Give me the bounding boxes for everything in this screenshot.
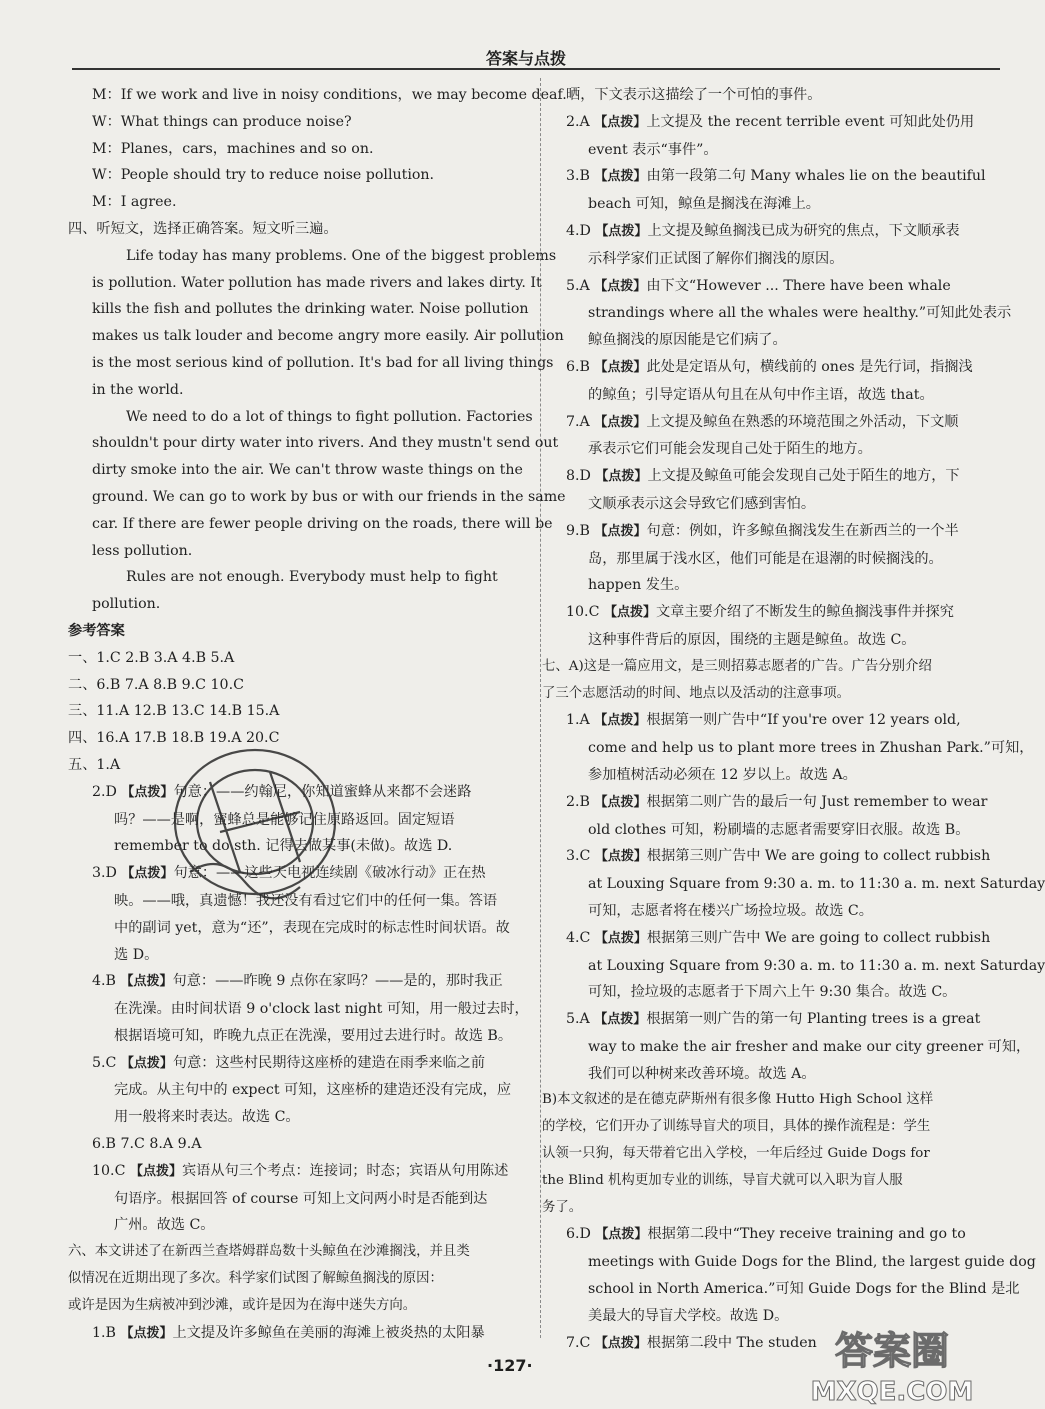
dialogue-line: M：If we work and live in noisy conditions，we may become deaf. [92,87,567,103]
answer-number: 5.C [92,1054,121,1071]
section6-item-line [566,163,994,191]
answer-number: 5.A [566,1011,595,1028]
section7b-item-line: meetings with Guide Dogs for the Blind, the largest guide dog [588,1254,1036,1271]
hint-tag: 【点拨】 [120,1055,173,1071]
answer-row: 五、1.A [68,756,121,773]
answer-number: 6.B [566,358,595,375]
hint-tag: 【点拨】 [594,794,647,810]
section-intro-line: 认领一只狗，每天带着它出入学校，一年后经过 Guide Dogs for [542,1146,930,1162]
answers-title: 参考答案 [68,622,125,639]
answer-number: 4.B [92,973,121,990]
hint-tag: 【点拨】 [594,169,647,185]
section7b-item-line [566,1221,994,1249]
passage-line: is the most serious kind of pollution. It's bad for all living things [92,354,554,371]
section5-item-line: remember to do sth. 记得去做某事(未做)。故选 D. [114,838,453,855]
answer-row: 三、11.A 12.B 13.C 14.B 15.A [68,703,280,720]
answer-row: 四、16.A 17.B 18.B 19.A 20.C [68,730,280,747]
answer-number: 2.B [566,793,595,810]
passage-line: less pollution. [92,542,193,559]
hint-tag: 【点拨】 [594,359,647,375]
hint-text: 句意：——昨晚 9 点你在家吗？——是的，那时我正 [172,973,503,990]
answer-number: 9.B [566,522,595,539]
section7a-item-line: 参加植树活动必须在 12 岁以上。故选 A。 [588,766,857,783]
section-intro-line: 似情况在近期出现了多次。科学家们试图了解鲸鱼搁浅的原因： [68,1271,443,1287]
section5-item-line [92,1158,522,1186]
section7a-item-line [566,1006,994,1034]
hint-text: 宾语从句三个考点：连接词；时态；宾语从句用陈述 [181,1162,509,1179]
hint-tag: 【点拨】 [595,1227,648,1243]
answer-number: 3.C [566,848,595,865]
section5-item-line: 句语序。根据回答 of course 可知上文问两小时是否能到达 [114,1190,488,1207]
section6-item-line [566,218,994,246]
section6-item-line [566,599,994,627]
section6-item-line: 示科学家们正试图了解你们搁浅的原因。 [588,250,844,267]
section-intro-line: 的学校，它们开办了训练导盲犬的项目，具体的操作流程是：学生 [542,1119,931,1135]
section7a-item-line: at Louxing Square from 9:30 a. m. to 11:30 a. m. next Saturday [588,957,1045,974]
hint-tag: 【点拨】 [594,523,647,539]
answer-number: 10.C [92,1162,130,1179]
section-intro-line: 或许是因为生病被冲到沙滩，或许是因为在海中迷失方向。 [68,1297,417,1313]
hint-text: 上文提及 the recent terrible event 可知此处仍用 [646,113,975,130]
answer-number: 10.C [566,604,604,621]
passage-line: ground. We can go to work by bus or with our friends in the same [92,488,566,505]
section7a-item-line: way to make the air fresher and make our city greener 可知， [588,1038,1031,1055]
hint-text: 由下文“However ... There have been whale [646,277,951,294]
section5-item-line [92,968,522,996]
handwritten-stamp [150,722,360,922]
dialogue-line: M：Planes，cars，machines and so on. [92,140,374,157]
section5-item-line: 根据语境可知，昨晚九点正在洗澡，要用过去进行时。故选 B。 [114,1027,513,1044]
hint-text: 上文提及许多鲸鱼在美丽的海滩上被炎热的太阳暴 [172,1324,485,1341]
section7a-item-line: 可知，捡垃圾的志愿者于下周六上午 9:30 集合。故选 C。 [588,984,957,1001]
hint-tag: 【点拨】 [121,866,174,882]
hint-tag: 【点拨】 [603,605,656,621]
answer-number: 8.D [566,468,596,485]
answer-row: 6.B 7.C 8.A 9.A [92,1136,202,1153]
section5-item-line: 吗？——是啊，蜜蜂总是能够记住原路返回。固定短语 [114,811,455,828]
passage-line: pollution. [92,596,161,613]
stamp-ring [175,750,335,894]
section6-item-line: event 表示“事件”。 [588,141,718,158]
answer-number: 1.B [92,1324,121,1341]
section6-item-line: happen 发生。 [588,577,689,594]
passage-line: kills the fish and pollutes the drinking water. Noise pollution [92,301,529,318]
section7b-item-line: school in North America.”可知 Guide Dogs for the Blind 是北 [588,1281,1020,1298]
section7a-item-line [566,707,994,735]
hint-text: 上文提及鲸鱼搁浅已成为研究的焦点，下文顺承表 [647,222,960,239]
hint-text: 根据第一则广告中“If you're over 12 years old, [646,712,961,729]
hint-tag: 【点拨】 [594,713,647,729]
section7a-item-line [566,843,994,871]
section7a-item-line: at Louxing Square from 9:30 a. m. to 11:30 a. m. next Saturday [588,876,1045,893]
section6-item-line [566,463,994,491]
section-intro-line: B)本文叙述的是在德克萨斯州有很多像 Hutto High School 这样 [542,1092,934,1108]
dialogue-line: W：People should try to reduce noise pollution. [92,167,435,184]
answer-number: 2.D [92,783,122,800]
hint-text: 根据第三则广告中 We are going to collect rubbish [646,848,991,865]
section6-item-line: 这种事件背后的原因，围绕的主题是鲸鱼。故选 C。 [588,631,916,648]
svg-text:答案圈: 答案圈 [834,1329,950,1373]
hint-tag: 【点拨】 [594,1012,647,1028]
section7a-item-line: come and help us to plant more trees in Zhushan Park.”可知， [588,740,1034,757]
site-watermark [790,1322,995,1407]
section6-item-line [92,1320,522,1348]
section5-item-line: 选 D。 [114,946,159,963]
hint-text: 此处是定语从句，横线前的 ones 是先行词，指搁浅 [646,358,973,375]
section-intro-line: the Blind 机构更加专业的训练，导盲犬就可以入职为盲人服 [542,1172,903,1188]
answer-number: 2.A [566,113,595,130]
answer-row: 二、6.B 7.A 8.B 9.C 10.C [68,676,244,693]
section7a-item-line: old clothes 可知，粉刷墙的志愿者需要穿旧衣服。故选 B。 [588,821,970,838]
hint-text: 句意：例如，许多鲸鱼搁浅发生在新西兰的一个半 [646,522,959,539]
passage-line: in the world. [92,381,184,398]
hint-text: 根据第二则广告的最后一句 Just remember to wear [646,793,988,810]
section6-item-line: strandings where all the whales were healthy.”可知此处表示 [588,305,1012,322]
passage-line: shouldn't pour dirty water into rivers. And they mustn't send out [92,435,559,452]
hint-tag: 【点拨】 [129,1163,182,1179]
passage-line: Rules are not enough. Everybody must help to fight [126,569,498,586]
hint-tag: 【点拨】 [594,414,647,430]
passage-line: car. If there are fewer people driving on the roads, there will be [92,515,553,532]
hint-text: 文章主要介绍了不断发生的鲸鱼搁浅事件并探究 [655,604,954,621]
section-intro-line: 七、A)这是一篇应用文，是三则招募志愿者的广告。广告分别介绍 [542,658,932,674]
hint-text: 句意：——这些天电视连续剧《破冰行动》正在热 [173,865,486,882]
hint-text: 上文提及鲸鱼在熟悉的环境范围之外活动，下文顺 [646,413,959,430]
dialogue-line: M：I agree. [92,194,177,211]
answer-row: 一、1.C 2.B 3.A 4.B 5.A [68,649,235,666]
answer-number: 7.A [566,413,595,430]
hint-tag: 【点拨】 [594,1335,647,1351]
answer-number: 6.D [566,1226,596,1243]
header-rule [72,68,1000,70]
page-number: ·127· [487,1356,533,1375]
section5-item-line: 在洗澡。由时间状语 9 o'clock last night 可知，用一般过去时， [114,1001,529,1018]
section7b-item-line: 美最大的导盲犬学校。故选 D。 [588,1307,789,1324]
section7a-item-line [566,789,994,817]
section6-item-line [566,109,994,137]
hint-tag: 【点拨】 [594,278,647,294]
page-header-title: 答案与点拨 [486,49,567,68]
section6-item-line: 岛，那里属于浅水区，他们可能是在退潮的时候搁浅的。 [588,550,943,567]
hint-tag: 【点拨】 [595,469,648,485]
hint-text: 根据第二段中 The studen [646,1334,817,1351]
right-column [542,82,1045,1357]
section6-item-line: 的鲸鱼；引导定语从句且在从句中作主语，故选 that。 [588,386,934,403]
passage-line: makes us talk louder and become angry more easily. Air pollution [92,328,564,345]
section5-item-line: 映。——哦，真遗憾！我还没有看过它们中的任何一集。答语 [114,892,498,909]
hint-tag: 【点拨】 [120,1325,173,1341]
section5-item-line [92,1050,522,1078]
section-intro-line: 六、本文讲述了在新西兰查塔姆群岛数十头鲸鱼在沙滩搁浅，并且类 [68,1244,470,1260]
hint-text: 上文提及鲸鱼可能会发现自己处于陌生的地方，下 [647,468,960,485]
section5-item-line: 完成。从主句中的 expect 可知，这座桥的建造还没有完成，应 [114,1082,512,1099]
hint-tag: 【点拨】 [594,114,647,130]
section7a-item-line: 可知，志愿者将在楼兴广场捡垃圾。故选 C。 [588,902,873,919]
section6-item-line: 鲸鱼搁浅的原因能是它们病了。 [588,332,787,349]
section6-item-line: 文顺承表示这会导致它们感到害怕。 [588,495,816,512]
passage-line: dirty smoke into the air. We can't throw waste things on the [92,462,523,479]
section5-item-line: 用一般将来时表达。故选 C。 [114,1109,300,1126]
hint-tag: 【点拨】 [121,784,174,800]
passage-line: Life today has many problems. One of the biggest problems [126,247,557,264]
section5-item-line: 中的副词 yet，意为“还”，表现在完成时的标志性时间状语。故 [114,919,510,936]
hint-text: 根据第三则广告中 We are going to collect rubbish [646,929,991,946]
section6-item-line [566,409,994,437]
section6-item-line: 承表示它们可能会发现自己处于陌生的地方。 [588,441,872,458]
passage-line: We need to do a lot of things to fight pollution. Factories [126,408,533,425]
stamp-strokes [210,772,300,872]
section7a-item-line: 我们可以种树来改善环境。故选 A。 [588,1065,816,1082]
svg-text:MXQE.COM: MXQE.COM [810,1377,974,1407]
hint-text: 句意：——约翰尼，你知道蜜蜂从来都不会迷路 [173,783,472,800]
answer-number: 1.A [566,712,595,729]
stamp-inner-ring [197,770,313,874]
section-heading: 四、听短文，选择正确答案。短文听三遍。 [68,220,338,237]
section6-item-line: 晒，下文表示这描绘了一个可怕的事件。 [566,87,822,103]
answer-number: 3.B [566,168,595,185]
hint-tag: 【点拨】 [594,849,647,865]
section6-item-line: beach 可知，鲸鱼是搁浅在海滩上。 [588,196,820,213]
answer-number: 4.D [566,222,596,239]
hint-text: 由第一段第二句 Many whales lie on the beautiful [646,168,986,185]
section6-item-line [566,518,994,546]
dialogue-line: W：What things can produce noise? [92,113,352,130]
answer-number: 7.C [566,1334,595,1351]
hint-tag: 【点拨】 [594,930,647,946]
hint-text: 根据第一则广告的第一句 Planting trees is a great [646,1011,981,1028]
section6-item-line [566,354,994,382]
answer-number: 3.D [92,865,122,882]
answer-number: 5.A [566,277,595,294]
section-intro-line: 了三个志愿活动的时间、地点以及活动的注意事项。 [542,685,850,701]
answer-number: 4.C [566,929,595,946]
section5-item-line: 广州。故选 C。 [114,1217,215,1234]
section-intro-line: 务了。 [542,1199,583,1215]
hint-tag: 【点拨】 [595,223,648,239]
hint-tag: 【点拨】 [120,974,173,990]
section6-item-line [566,273,994,301]
hint-text: 根据第二段中“They receive training and go to [647,1226,966,1243]
hint-text: 句意：这些村民期待这座桥的建造在雨季来临之前 [172,1054,486,1071]
passage-line: is pollution. Water pollution has made rivers and lakes dirty. It [92,274,542,291]
section7a-item-line [566,925,994,953]
